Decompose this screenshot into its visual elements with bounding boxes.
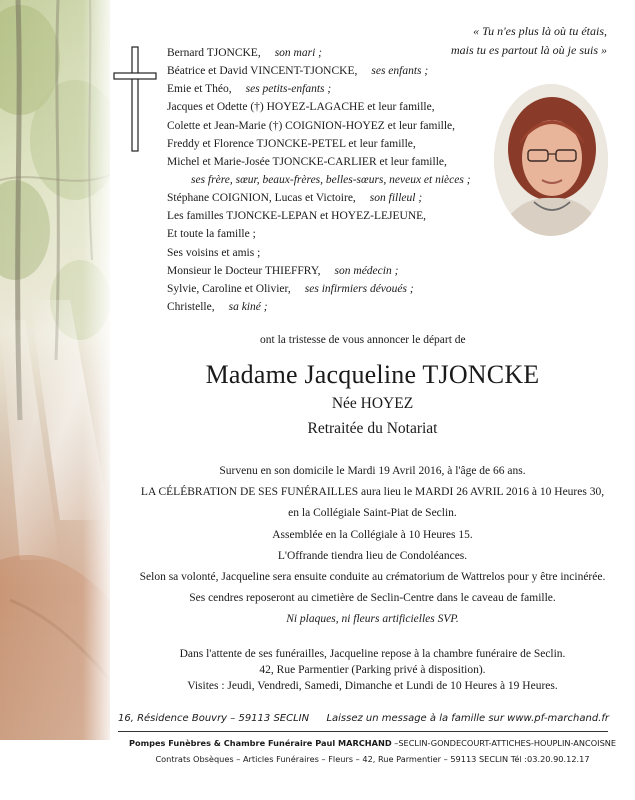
- family-member-name: Bernard TJONCKE,: [167, 47, 261, 59]
- detail-line: Ses cendres reposeront au cimetière de Seclin-Centre dans le caveau de famille.: [189, 592, 556, 605]
- family-member-name: Stéphane COIGNION, Lucas et Victoire,: [167, 192, 356, 205]
- detail-line: Selon sa volonté, Jacqueline sera ensuite conduite au crématorium de Wattrelos pour y être incinérée.: [139, 571, 606, 584]
- vigil-line: Dans l'attente de ses funérailles, Jacqueline repose à la chambre funéraire de Seclin.: [179, 648, 566, 660]
- family-entry: [167, 225, 471, 243]
- funeral-home-line-1: [110, 738, 635, 748]
- occupation: Retraitée du Notariat: [307, 420, 438, 437]
- family-member-name: Michel et Marie-Josée TJONCKE-CARLIER et leur famille,: [167, 155, 447, 168]
- family-entry: [167, 298, 471, 316]
- family-member-name: Christelle,: [167, 300, 215, 313]
- family-relation: ses enfants ;: [371, 65, 429, 78]
- detail-line: en la Collégiale Saint-Piat de Seclin.: [288, 507, 457, 520]
- family-relation: sa kiné ;: [228, 300, 268, 313]
- family-member-name: Jacques et Odette (†) HOYEZ-LAGACHE et leur famille,: [167, 101, 435, 114]
- family-entry: [167, 262, 471, 280]
- epigraph-quote: [451, 22, 607, 60]
- maiden-name: Née HOYEZ: [331, 395, 414, 412]
- condolence-link[interactable]: Laissez un message à la famille sur www.pf-marchand.fr: [326, 713, 609, 724]
- vigil-line: Visites : Jeudi, Vendredi, Samedi, Dimanche et Lundi de 10 Heures à 19 Heures.: [187, 679, 558, 692]
- detail-line: L'Offrande tiendra lieu de Condoléances.: [277, 549, 468, 562]
- family-entry: [167, 135, 471, 153]
- family-member-name: Béatrice et David VINCENT-TJONCKE,: [167, 65, 358, 78]
- family-address: 16, Résidence Bouvry – 59113 SECLIN: [118, 713, 310, 724]
- family-member-name: Freddy et Florence TJONCKE-PETEL et leur famille,: [167, 137, 416, 150]
- family-entry: [167, 244, 471, 262]
- funeral-home-line-2: Contrats Obsèques – Articles Funéraires – Fleurs – 42, Rue Parmentier – 59113 SECLIN Tél :03.20.90.12.17: [155, 754, 590, 764]
- family-relation: ses petits-enfants ;: [245, 83, 332, 96]
- detail-line: Survenu en son domicile le Mardi 19 Avril 2016, à l'âge de 66 ans.: [219, 465, 526, 477]
- quote-line-2: mais tu es partout là où je suis »: [450, 43, 607, 57]
- vigil-info: [110, 647, 635, 694]
- funeral-home-name: Pompes Funèbres & Chambre Funéraire Paul MARCHAND: [128, 738, 392, 748]
- family-relation: son filleul ;: [369, 192, 423, 205]
- family-entry: [167, 117, 471, 135]
- family-entry: [167, 171, 471, 189]
- family-entry: [167, 80, 471, 98]
- family-entry: [167, 189, 471, 207]
- family-entry: [167, 44, 471, 62]
- forest-photo-strip: [0, 0, 110, 740]
- vigil-line: 42, Rue Parmentier (Parking privé à disposition).: [259, 663, 486, 676]
- detail-line: Assemblée en la Collégiale à 10 Heures 15.: [272, 528, 473, 541]
- portrait-photo: [494, 84, 608, 236]
- family-entry: [167, 280, 471, 298]
- family-member-name: Colette et Jean-Marie (†) COIGNION-HOYEZ et leur famille,: [167, 119, 456, 132]
- deceased-name: Madame Jacqueline TJONCKE: [205, 360, 540, 389]
- funeral-home-locations: –SECLIN-GONDECOURT-ATTICHES-HOUPLIN-ANCOISNE: [391, 738, 617, 748]
- family-relation: son mari ;: [274, 47, 322, 59]
- family-member-name: Emie et Théo,: [167, 83, 232, 96]
- family-member-name: Les familles TJONCKE-LEPAN et HOYEZ-LEJEUNE,: [167, 210, 427, 223]
- detail-line: LA CÉLÉBRATION DE SES FUNÉRAILLES aura lieu le MARDI 26 AVRIL 2016 à 10 Heures 30,: [140, 486, 605, 499]
- family-relation: ses frère, sœur, beaux-frères, belles-sœurs, neveux et nièces ;: [191, 173, 471, 186]
- funeral-details: [110, 461, 635, 631]
- family-member-name: Et toute la famille ;: [167, 228, 256, 241]
- family-entry: [167, 62, 471, 80]
- quote-line-1: « Tu n'es plus là où tu étais,: [473, 24, 607, 38]
- family-entry: [167, 207, 471, 225]
- footer-divider: [118, 731, 608, 732]
- cross-icon: [113, 46, 159, 157]
- family-member-name: Monsieur le Docteur THIEFFRY,: [167, 264, 321, 277]
- family-member-name: Sylvie, Caroline et Olivier,: [167, 282, 291, 295]
- announcement-text: ont la tristesse de vous annoncer le départ de: [260, 334, 466, 346]
- family-entry: [167, 98, 471, 116]
- family-entry: [167, 153, 471, 171]
- detail-line: Ni plaques, ni fleurs artificielles SVP.: [286, 613, 459, 626]
- family-relation: son médecin ;: [334, 264, 399, 277]
- family-list: [167, 44, 471, 316]
- family-relation: ses infirmiers dévoués ;: [304, 282, 414, 295]
- family-member-name: Ses voisins et amis ;: [167, 246, 261, 259]
